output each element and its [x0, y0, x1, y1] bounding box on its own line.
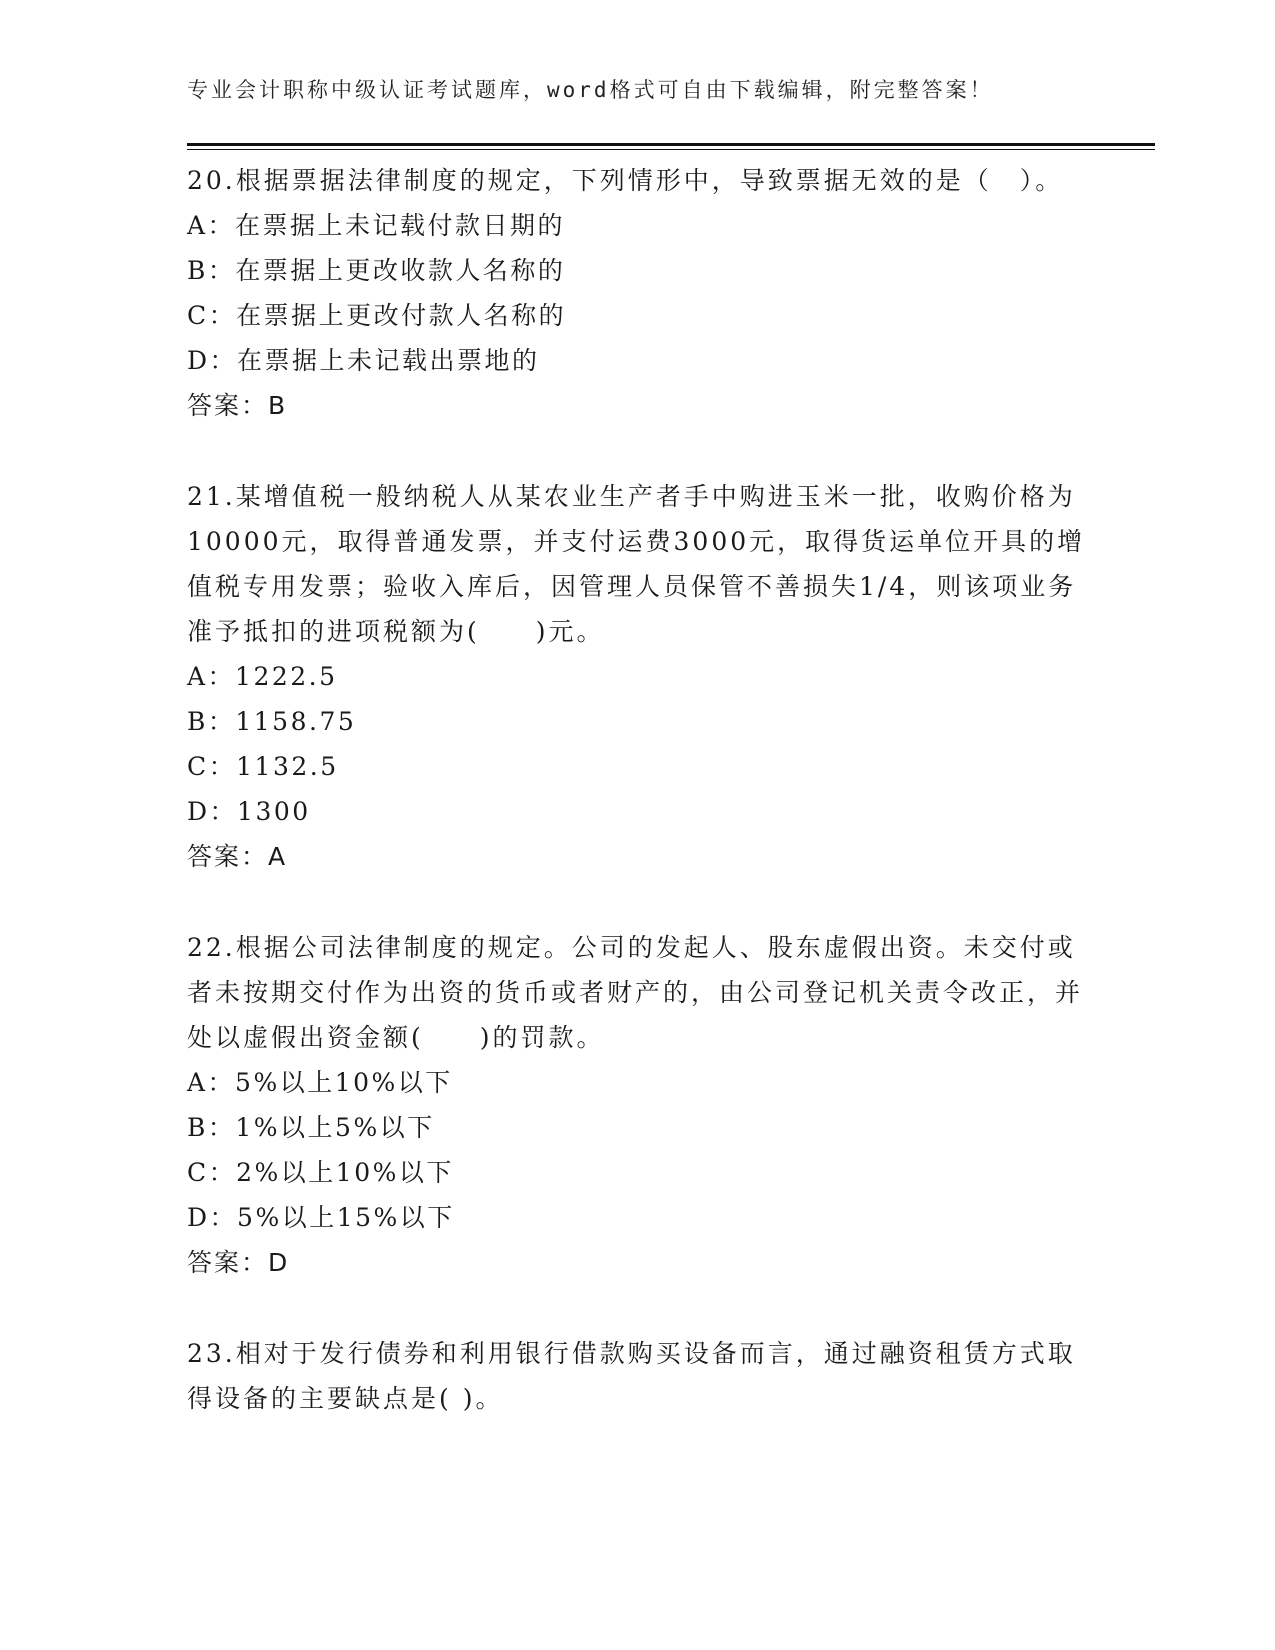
option-c: C：1132.5	[187, 752, 339, 781]
answer-line: 答案：D	[187, 1248, 290, 1277]
option-b: B：在票据上更改收款人名称的	[187, 256, 566, 285]
option-a: A：在票据上未记载付款日期的	[187, 211, 566, 240]
header-rule-thin	[187, 149, 1155, 150]
question-list	[187, 158, 1087, 1421]
question-22	[187, 925, 1087, 1285]
question-20	[187, 158, 1087, 428]
question-stem: 22.根据公司法律制度的规定。公司的发起人、股东虚假出资。未交付或者未按期交付作为出资的货币或者财产的，由公司登记机关责令改正，并处以虚假出资金额( )的罚款。	[187, 933, 1084, 1052]
option-a: A：5%以上10%以下	[187, 1068, 453, 1097]
header-rule-thick	[187, 143, 1155, 146]
question-stem: 20.根据票据法律制度的规定，下列情形中，导致票据无效的是（ ）。	[187, 166, 1064, 195]
option-b: B：1%以上5%以下	[187, 1113, 435, 1142]
question-21	[187, 474, 1087, 879]
answer-line: 答案：B	[187, 391, 288, 420]
option-d: D：1300	[187, 797, 311, 826]
option-c: C：2%以上10%以下	[187, 1158, 454, 1187]
question-23	[187, 1331, 1087, 1421]
question-stem: 23.相对于发行债券和利用银行借款购买设备而言，通过融资租赁方式取得设备的主要缺点是( )。	[187, 1339, 1076, 1413]
option-d: D：5%以上15%以下	[187, 1203, 455, 1232]
option-a: A：1222.5	[187, 662, 338, 691]
page-header: 专业会计职称中级认证考试题库，word格式可自由下载编辑，附完整答案！	[187, 78, 994, 102]
question-stem: 21.某增值税一般纳税人从某农业生产者手中购进玉米一批，收购价格为10000元，取得普通发票，并支付运费3000元，取得货运单位开具的增值税专用发票；验收入库后，因管理人员保管不善损失1/4，则该项业务准予抵扣的进项税额为( )元。	[187, 482, 1086, 646]
option-c: C：在票据上更改付款人名称的	[187, 301, 567, 330]
answer-line: 答案：A	[187, 842, 288, 871]
option-d: D：在票据上未记载出票地的	[187, 346, 540, 375]
option-b: B：1158.75	[187, 707, 357, 736]
